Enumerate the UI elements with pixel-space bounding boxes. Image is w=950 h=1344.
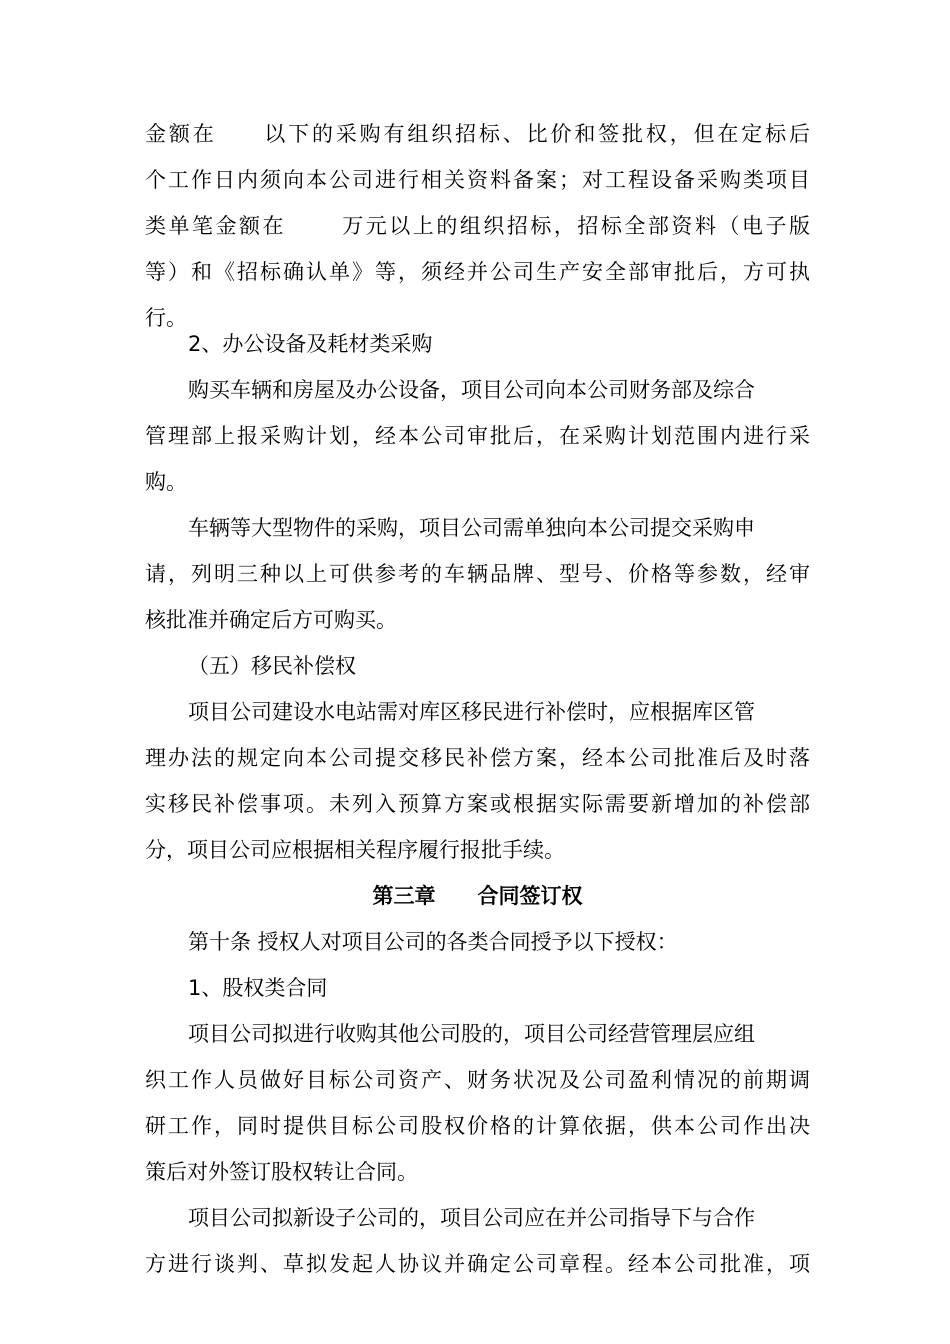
body-text-line: 个工作日内须向本公司进行相关资料备案；对工程设备采购类项目 [145, 168, 810, 192]
body-text-line: 项目公司拟新设子公司的，项目公司应在并公司指导下与合作 [188, 1206, 755, 1230]
body-text-line: 购买车辆和房屋及办公设备，项目公司向本公司财务部及综合 [188, 378, 755, 402]
body-text-line: 理办法的规定向本公司提交移民补偿方案，经本公司批准后及时落 [145, 746, 810, 770]
body-text-line: 实移民补偿事项。未列入预算方案或根据实际需要新增加的补偿部 [145, 792, 810, 816]
body-text-line: 行。 [145, 306, 187, 330]
section-heading: 1、股权类合同 [188, 976, 328, 1000]
body-text-line: 请，列明三种以上可供参考的车辆品牌、型号、价格等参数，经审 [145, 562, 810, 586]
section-heading: （五）移民补偿权 [188, 654, 356, 678]
body-text-line: 金额在 以下的采购有组织招标、比价和签批权，但在定标后 [145, 122, 810, 146]
body-text-line: 织工作人员做好目标公司资产、财务状况及公司盈利情况的前期调 [145, 1068, 810, 1092]
body-text-line: 项目公司建设水电站需对库区移民进行补偿时，应根据库区管 [188, 700, 755, 724]
body-text-line: 研工作，同时提供目标公司股权价格的计算依据，供本公司作出决 [145, 1114, 810, 1138]
body-text-line: 策后对外签订股权转让合同。 [145, 1160, 418, 1184]
chapter-heading: 第三章 合同签订权 [372, 884, 583, 908]
body-text-line: 项目公司拟进行收购其他公司股的，项目公司经营管理层应组 [188, 1022, 755, 1046]
section-heading: 2、办公设备及耗材类采购 [188, 332, 433, 356]
body-text-line: 购。 [145, 470, 187, 494]
body-text-line: 分，项目公司应根据相关程序履行报批手续。 [145, 838, 565, 862]
body-text-line: 类单笔金额在 万元以上的组织招标，招标全部资料（电子版 [145, 214, 810, 238]
body-text-line: 管理部上报采购计划，经本公司审批后，在采购计划范围内进行采 [145, 424, 810, 448]
body-text-line: 核批准并确定后方可购买。 [145, 608, 397, 632]
body-text-line: 方进行谈判、草拟发起人协议并确定公司章程。经本公司批准，项 [145, 1252, 810, 1276]
body-text-line: 等）和《招标确认单》等，须经并公司生产安全部审批后，方可执 [145, 260, 810, 284]
body-text-line: 车辆等大型物件的采购，项目公司需单独向本公司提交采购申 [188, 516, 755, 540]
article-heading: 第十条 授权人对项目公司的各类合同授予以下授权： [188, 930, 678, 954]
